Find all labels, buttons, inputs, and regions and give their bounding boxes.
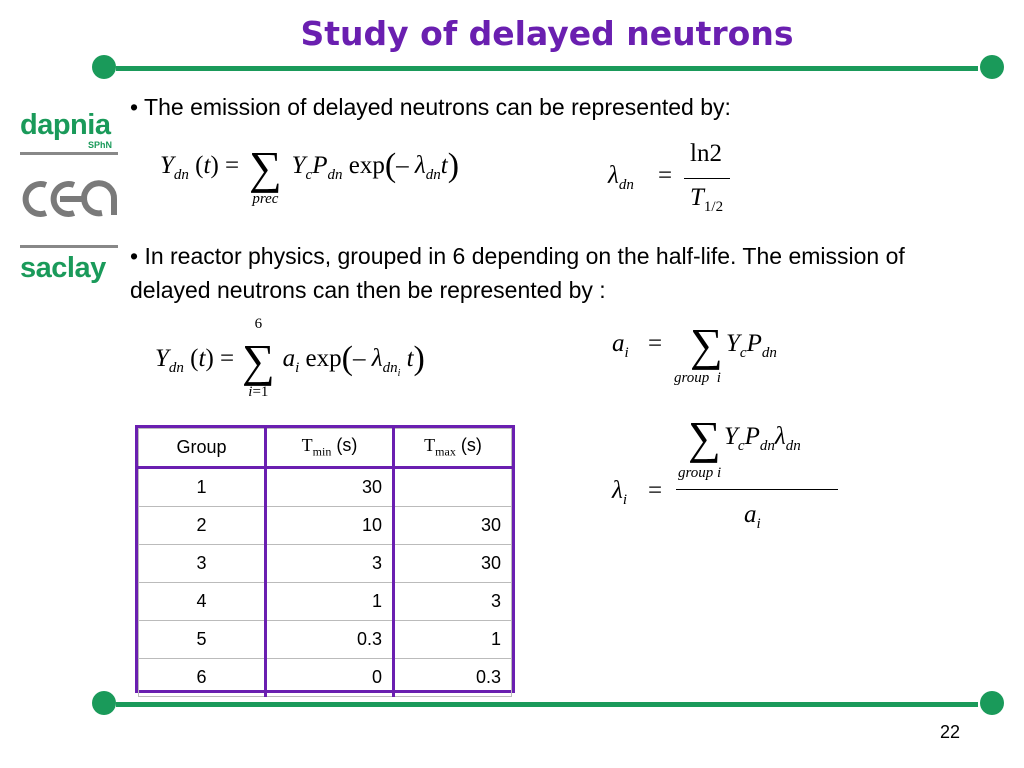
group-table-frame <box>135 425 515 693</box>
cell-group: 4 <box>139 583 266 621</box>
cell-group: 6 <box>139 659 266 697</box>
cell-group: 1 <box>139 468 266 507</box>
cell-tmax: 1 <box>394 621 512 659</box>
cell-group: 3 <box>139 545 266 583</box>
logo-dapnia-text: dapnia <box>20 109 111 141</box>
cell-tmax: 30 <box>394 545 512 583</box>
logo-saclay <box>20 245 118 284</box>
header-group: Group <box>139 429 266 468</box>
logo-saclay-bar <box>20 245 118 248</box>
equation-yield-sum: $Y_{dn}$ (t) = ∑ prec $Y_cP_{dn}$ exp(– $\lambda_{dn}t$) <box>160 142 460 207</box>
logo-cea-mark <box>20 175 118 223</box>
top-rule <box>116 66 978 71</box>
table-row <box>139 659 512 697</box>
table-row <box>139 468 512 507</box>
cell-tmin: 30 <box>266 468 394 507</box>
bottom-rule <box>116 702 978 707</box>
cell-tmin: 1 <box>266 583 394 621</box>
cell-tmax <box>394 468 512 507</box>
cell-tmax: 30 <box>394 507 512 545</box>
bottom-right-dot <box>980 691 1004 715</box>
group-table <box>138 428 512 697</box>
header-tmax: $T_{max}$ (s) <box>394 429 512 468</box>
equation-group-abundance: $a_i$ = ∑ group i $Y_cP_{dn}$ <box>612 319 777 386</box>
bullet-2-text: In reactor physics, grouped in 6 depending on the half-life. The emission of delayed neutrons can then be represented by : <box>130 243 905 303</box>
bullet-1-text: The emission of delayed neutrons can be represented by: <box>144 94 731 120</box>
logo-dapnia <box>20 110 118 155</box>
cell-tmin: 0.3 <box>266 621 394 659</box>
cell-tmin: 0 <box>266 659 394 697</box>
logo-saclay-text: saclay <box>20 252 106 284</box>
table-header-row <box>139 429 512 468</box>
cell-tmin: 3 <box>266 545 394 583</box>
cell-tmax: 0.3 <box>394 659 512 697</box>
table-row <box>139 507 512 545</box>
bullet-1-dot: • <box>130 94 139 120</box>
table-row <box>139 583 512 621</box>
top-left-dot <box>92 55 116 79</box>
bullet-1 <box>130 90 990 124</box>
cell-group: 2 <box>139 507 266 545</box>
bullet-2-dot: • <box>130 243 139 269</box>
bullet-2 <box>130 239 960 307</box>
logo-sphn-text: SPhN <box>87 140 112 150</box>
slide-title: Study of delayed neutrons <box>300 14 794 53</box>
page-number: 22 <box>940 722 961 742</box>
table-row <box>139 545 512 583</box>
header-tmin: $T_{min}$ (s) <box>266 429 394 468</box>
logo-cea <box>20 175 118 228</box>
equation-grouped-yield: $Y_{dn}$ (t) = 6 ∑ i=1 $a_i$ exp(– $\lambda_{dn_i}$ t) <box>155 316 425 400</box>
cell-group: 5 <box>139 621 266 659</box>
equation-group-decay-constant: ∑ $Y_cP_{dn}\lambda_{dn}$ group i $\lambda_i$ = $a_i$ <box>612 415 842 535</box>
cell-tmin: 10 <box>266 507 394 545</box>
logo-dapnia-bar <box>20 152 118 155</box>
table-body <box>139 468 512 697</box>
bottom-left-dot <box>92 691 116 715</box>
table-row <box>139 621 512 659</box>
cell-tmax: 3 <box>394 583 512 621</box>
top-right-dot <box>980 55 1004 79</box>
